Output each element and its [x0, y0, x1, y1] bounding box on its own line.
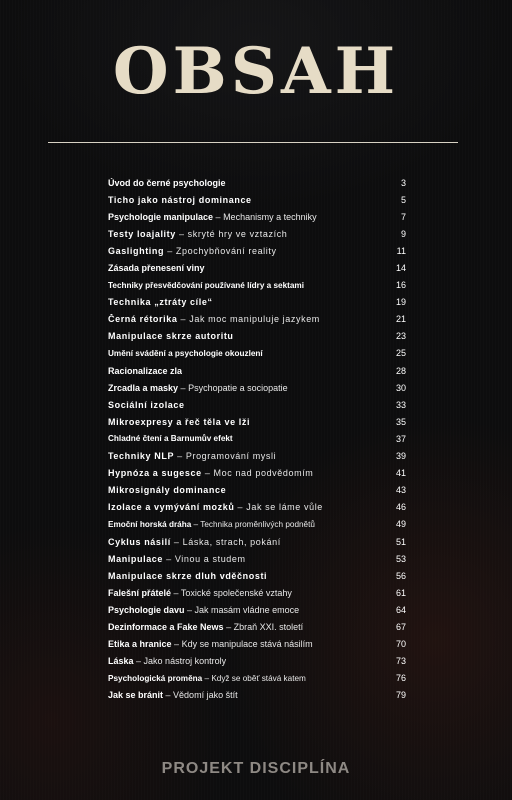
- toc-entry-subtitle: Moc nad podvědomím: [213, 468, 314, 479]
- toc-entry-main: Cyklus násilí: [108, 536, 171, 547]
- toc-entry-separator: –: [201, 468, 214, 479]
- toc-entry[interactable]: [108, 516, 406, 533]
- toc-entry-title: [108, 571, 267, 581]
- toc-page-number: 16: [395, 280, 406, 291]
- toc-entry-title: [108, 366, 182, 376]
- toc-page-number: 56: [395, 570, 406, 581]
- toc-entry[interactable]: [108, 208, 406, 225]
- toc-entry-main: Sociální izolace: [108, 399, 185, 410]
- toc-entry[interactable]: [108, 567, 406, 584]
- toc-entry-main: Manipulace skrze autoritu: [108, 331, 234, 342]
- toc-entry[interactable]: [108, 225, 406, 242]
- toc-page-number: 35: [395, 416, 406, 427]
- toc-entry-separator: –: [163, 553, 175, 564]
- toc-entry-main: Techniky přesvědčování používané lídry a sektami: [108, 280, 304, 290]
- toc-entry-title: [108, 639, 313, 649]
- toc-entry-main: Manipulace: [108, 553, 164, 564]
- toc-page-number: 33: [395, 399, 406, 410]
- toc-entry-main: Černá rétorika: [108, 314, 178, 325]
- toc-entry-title: [108, 417, 250, 427]
- toc-page-number: 37: [395, 433, 406, 444]
- toc-entry-title: [108, 263, 205, 273]
- toc-entry-main: Úvod do černé psychologie: [108, 177, 226, 188]
- toc-entry[interactable]: [108, 362, 406, 379]
- toc-entry[interactable]: [108, 448, 406, 465]
- toc-entry-title: [108, 674, 306, 683]
- toc-entry[interactable]: [108, 174, 406, 191]
- toc-page-number: 7: [400, 211, 406, 222]
- toc-entry-subtitle: Zbraň XXI. století: [233, 621, 304, 632]
- toc-entry-title: [108, 502, 323, 512]
- toc-entry[interactable]: [108, 396, 406, 413]
- page-title: OBSAH: [112, 34, 400, 109]
- toc-page-number: 14: [395, 263, 406, 274]
- toc-entry-subtitle: Technika proměnlivých podnětů: [200, 519, 315, 529]
- toc-entry-separator: –: [213, 211, 224, 222]
- toc-entry-subtitle: Když se oběť stává katem: [211, 673, 306, 683]
- toc-entry-main: Mikrosignály dominance: [108, 485, 227, 496]
- toc-entry[interactable]: [108, 294, 406, 311]
- toc-entry-main: Láska: [108, 656, 134, 667]
- toc-page-number: 43: [395, 485, 406, 496]
- toc-entry-separator: –: [133, 656, 144, 667]
- toc-entry-separator: –: [191, 519, 201, 529]
- toc-entry-separator: –: [163, 690, 174, 701]
- toc-page-number: 70: [395, 639, 406, 650]
- toc-entry-separator: –: [178, 382, 189, 393]
- toc-entry-title: [108, 605, 299, 615]
- toc-entry-title: [108, 212, 317, 222]
- toc-page-number: 28: [395, 365, 406, 376]
- toc-page-number: 41: [395, 468, 406, 479]
- toc-entry-title: [108, 281, 304, 290]
- toc-entry-main: Racionalizace zla: [108, 365, 183, 376]
- toc-entry-title: [108, 622, 303, 632]
- toc-entry-separator: –: [170, 536, 183, 547]
- toc-entry-subtitle: Vědomí jako štít: [173, 690, 238, 701]
- toc-entry-main: Umění svádění a psychologie okouzlení: [108, 348, 263, 358]
- toc-entry[interactable]: [108, 653, 406, 670]
- toc-entry[interactable]: [108, 242, 406, 259]
- toc-entry-subtitle: skryté hry ve vztazích: [187, 228, 288, 239]
- toc-page-number: 19: [395, 297, 406, 308]
- toc-entry[interactable]: [108, 191, 406, 208]
- toc-entry[interactable]: [108, 636, 406, 653]
- toc-entry-subtitle: Jako nástroj kontroly: [143, 656, 227, 667]
- toc-entry-subtitle: Toxické společenské vztahy: [180, 587, 292, 598]
- toc-entry-main: Emoční horská dráha: [108, 519, 192, 529]
- toc-entry-separator: –: [171, 639, 182, 650]
- toc-entry-main: Falešní přátelé: [108, 587, 172, 598]
- toc-entry[interactable]: [108, 277, 406, 294]
- toc-page-number: 53: [395, 553, 406, 564]
- toc-page-number: 61: [395, 587, 406, 598]
- toc-page-number: 21: [395, 314, 406, 325]
- toc-entry-title: [108, 246, 277, 256]
- toc-entry[interactable]: [108, 465, 406, 482]
- toc-entry[interactable]: [108, 311, 406, 328]
- toc-entry-separator: –: [177, 314, 190, 325]
- toc-entry-title: [108, 400, 185, 410]
- toc-entry-main: Zásada přenesení viny: [108, 263, 205, 274]
- toc-entry-subtitle: Jak masám vládne emoce: [194, 604, 300, 615]
- toc-entry-separator: –: [171, 587, 181, 598]
- toc-entry[interactable]: [108, 482, 406, 499]
- toc-entry-main: Psychologická proměna: [108, 673, 203, 683]
- toc-entry-subtitle: Jak moc manipuluje jazykem: [189, 314, 320, 325]
- toc-entry-title: [108, 383, 288, 393]
- toc-entry[interactable]: [108, 670, 406, 687]
- toc-entry-main: Psychologie davu: [108, 604, 185, 615]
- toc-entry-subtitle: Láska, strach, pokání: [182, 536, 281, 547]
- toc-page-number: 39: [395, 451, 406, 462]
- toc-entry-separator: –: [164, 245, 176, 256]
- toc-entry-subtitle: Psychopatie a sociopatie: [188, 382, 288, 393]
- toc-entry-title: [108, 485, 226, 495]
- toc-page-number: 73: [395, 656, 406, 667]
- toc-entry-main: Jak se bránit: [108, 690, 164, 701]
- toc-entry-subtitle: Programování mysli: [185, 451, 277, 462]
- toc-entry-main: Manipulace skrze dluh vděčnosti: [108, 570, 268, 581]
- toc-entry-title: [108, 229, 287, 239]
- toc-entry[interactable]: [108, 550, 406, 567]
- toc-page-number: 23: [395, 331, 406, 342]
- table-of-contents: [108, 174, 406, 704]
- toc-entry-main: Testy loajality: [108, 228, 176, 239]
- toc-entry-separator: –: [223, 621, 234, 632]
- toc-entry-separator: –: [174, 451, 186, 462]
- toc-entry[interactable]: [108, 601, 406, 618]
- toc-entry-main: Technika „ztráty cíle“: [108, 297, 213, 308]
- toc-entry[interactable]: [108, 499, 406, 516]
- toc-entry-title: [108, 656, 226, 666]
- toc-page-number: 79: [395, 690, 406, 701]
- toc-entry-main: Mikroexpresy a řeč těla ve lži: [108, 416, 251, 427]
- toc-entry-main: Gaslighting: [108, 245, 165, 256]
- toc-entry-title: [108, 195, 252, 205]
- toc-entry[interactable]: [108, 584, 406, 601]
- toc-entry[interactable]: [108, 413, 406, 430]
- toc-entry-main: Hypnóza a sugesce: [108, 468, 202, 479]
- title-divider: [48, 142, 458, 143]
- toc-page-number: 9: [400, 228, 406, 239]
- toc-entry-title: [108, 178, 226, 188]
- toc-entry-main: Etika a hranice: [108, 639, 172, 650]
- toc-entry[interactable]: [108, 533, 406, 550]
- toc-page-number: 3: [400, 177, 406, 188]
- toc-entry[interactable]: [108, 328, 406, 345]
- toc-page-number: 30: [395, 382, 406, 393]
- toc-entry-subtitle: Mechanismy a techniky: [223, 211, 317, 222]
- toc-entry-main: Dezinformace a Fake News: [108, 621, 224, 632]
- toc-entry-main: Chladné čtení a Barnumův efekt: [108, 434, 233, 444]
- toc-entry-title: [108, 554, 246, 564]
- toc-entry-subtitle: Vinou a studem: [174, 553, 246, 564]
- toc-entry[interactable]: [108, 345, 406, 362]
- toc-entry-main: Ticho jako nástroj dominance: [108, 194, 252, 205]
- toc-page-number: 76: [395, 673, 406, 684]
- toc-entry-separator: –: [184, 604, 195, 615]
- toc-entry[interactable]: [108, 259, 406, 276]
- toc-entry[interactable]: [108, 687, 406, 704]
- toc-entry-title: [108, 588, 292, 598]
- toc-entry-separator: –: [175, 228, 188, 239]
- toc-entry[interactable]: [108, 379, 406, 396]
- toc-entry-title: [108, 468, 313, 478]
- toc-entry-title: [108, 520, 315, 529]
- toc-page-number: 49: [395, 519, 406, 530]
- toc-entry-main: Psychologie manipulace: [108, 211, 214, 222]
- toc-entry-title: [108, 297, 213, 307]
- toc-entry-subtitle: Jak se láme vůle: [246, 502, 323, 513]
- toc-entry-subtitle: Zpochybňování reality: [175, 245, 277, 256]
- toc-page-number: 5: [400, 194, 406, 205]
- toc-page-number: 46: [395, 502, 406, 513]
- footer-brand: PROJEKT DISCIPLÍNA: [161, 760, 351, 777]
- toc-entry-main: Techniky NLP: [108, 451, 175, 462]
- toc-entry-title: [108, 451, 276, 461]
- toc-entry-title: [108, 537, 281, 547]
- toc-page-number: 25: [395, 348, 406, 359]
- toc-entry-title: [108, 690, 238, 700]
- toc-page-number: 67: [395, 621, 406, 632]
- toc-entry-main: Izolace a vymývání mozků: [108, 502, 235, 513]
- toc-entry-separator: –: [202, 673, 212, 683]
- toc-entry-separator: –: [234, 502, 247, 513]
- toc-entry-subtitle: Kdy se manipulace stává násilím: [181, 639, 313, 650]
- toc-entry[interactable]: [108, 430, 406, 447]
- toc-entry-title: [108, 349, 263, 358]
- toc-entry[interactable]: [108, 618, 406, 635]
- toc-entry-title: [108, 331, 234, 341]
- toc-page-number: 51: [395, 536, 406, 547]
- toc-page-number: 64: [395, 604, 406, 615]
- toc-entry-main: Zrcadla a masky: [108, 382, 179, 393]
- toc-page-number: 11: [396, 245, 406, 256]
- toc-entry-title: [108, 434, 233, 443]
- toc-entry-title: [108, 314, 320, 324]
